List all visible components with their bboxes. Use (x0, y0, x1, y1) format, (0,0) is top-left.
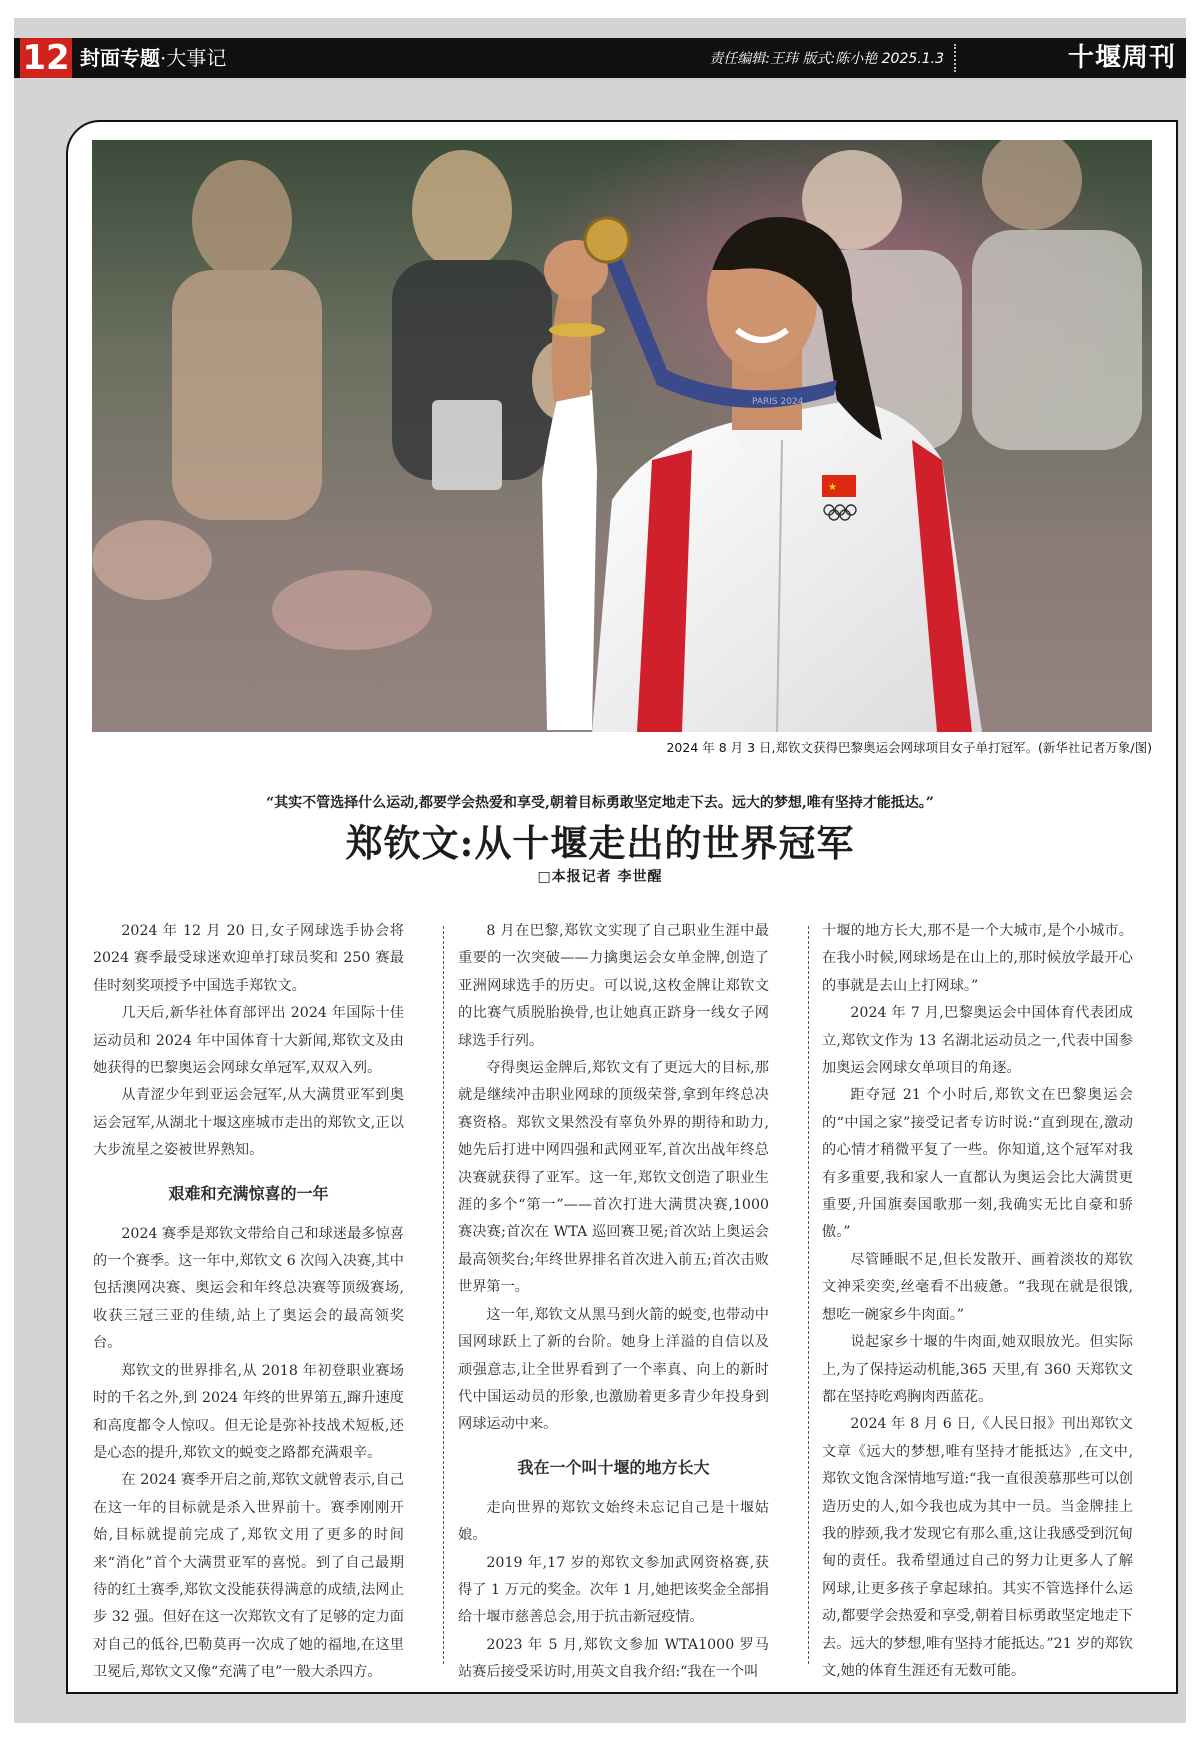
subsection-name: ·大事记 (160, 46, 227, 70)
paragraph: 夺得奥运金牌后,郑钦文有了更远大的目标,那就是继续冲击职业网球的顶级荣誉,拿到年终总决赛资格。郑钦文果然没有辜负外界的期待和助力,她先后打进中网四强和武网亚军,首次出战年终总决赛就获得了亚军。这一年,郑钦文创造了职业生涯的多个“第一”——首次打进大满贯决赛,1000 赛决赛;首次在 WTA 巡回赛卫冕;首次站上奥运会最高领奖台;年终世界排名首次进入前五;首次击败世界第一。 (458, 1060, 769, 1296)
column-divider (443, 926, 444, 1664)
paragraph: 十堰的地方长大,那不是一个大城市,是个小城市。在我小时候,网球场是在山上的,那时候放学最开心的事就是去山上打网球。” (822, 923, 1133, 994)
paragraph: 走向世界的郑钦文始终未忘记自己是十堰姑娘。 (458, 1499, 769, 1544)
article-byline: □本报记者 李世醒 (537, 869, 663, 885)
paragraph: 在 2024 赛季开启之前,郑钦文就曾表示,自己在这一年的目标就是杀入世界前十。赛季刚刚开始,目标就提前完成了,郑钦文用了更多的时间来“消化”首个大满贯亚军的喜悦。到了自己最期待的红土赛季,郑钦文没能获得满意的成绩,法网止步 32 强。但好在这一次郑钦文有了足够的定力面对自己的低谷,巴勒莫再一次成了她的福地,在这里卫冕后,郑钦文又像“充满了电”一般大杀四方。 (93, 1472, 404, 1681)
article-column-3 (822, 918, 1133, 1685)
paragraph: 2024 年 12 月 20 日,女子网球选手协会将 2024 赛季最受球迷欢迎单打球员奖和 250 赛最佳时刻奖项授予中国选手郑钦文。 (93, 923, 404, 994)
article-column-1 (93, 918, 404, 1687)
paragraph: 2023 年 5 月,郑钦文参加 WTA1000 罗马站赛后接受采访时,用英文自我介绍:“我在一个叫 (458, 1636, 769, 1681)
paragraph: 尽管睡眠不足,但长发散开、画着淡妆的郑钦文神采奕奕,丝毫看不出疲惫。“我现在就是很饿,想吃一碗家乡牛肉面。” (822, 1251, 1133, 1323)
column-divider (808, 926, 809, 1664)
paragraph: 2024 年 7 月,巴黎奥运会中国体育代表团成立,郑钦文作为 13 名湖北运动员之一,代表中国参加奥运会网球女单项目的角逐。 (822, 1005, 1133, 1077)
paragraph: 这一年,郑钦文从黑马到火箭的蜕变,也带动中国网球跃上了新的台阶。她身上洋溢的自信以及顽强意志,让全世界看到了一个率真、向上的新时代中国运动员的形象,也激励着更多青少年投身到网球运动中来。 (458, 1306, 769, 1433)
article-headline: 郑钦文:从十堰走出的世界冠军 (345, 821, 855, 865)
article-pull-quote: “其实不管选择什么运动,都要学会热爱和享受,朝着目标勇敢坚定地走下去。远大的梦想,唯有坚持才能抵达。” (266, 795, 934, 811)
section-heading: 我在一个叫十堰的地方长大 (517, 1457, 710, 1477)
section-heading: 艰难和充满惊喜的一年 (168, 1183, 329, 1203)
paragraph: 几天后,新华社体育部评出 2024 年国际十佳运动员和 2024 年中国体育十大新闻,郑钦文及由她获得的巴黎奥运会网球女单冠军,双双入列。 (93, 1005, 404, 1077)
photo-caption: 2024 年 8 月 3 日,郑钦文获得巴黎奥运会网球项目女子单打冠军。(新华社记者万象/图) (666, 740, 1152, 755)
champion-medal-photo (92, 140, 1152, 732)
ribbon-text: PARIS 2024 (752, 397, 804, 407)
paragraph: 郑钦文的世界排名,从 2018 年初登职业赛场时的千名之外,到 2024 年终的世界第五,蹿升速度和高度都令人惊叹。但无论是弥补技战术短板,还是心态的提升,郑钦文的蜕变之路都充满艰辛。 (93, 1362, 404, 1461)
page-header (14, 38, 1186, 78)
section-name: 封面专题 (80, 46, 160, 70)
paragraph: 说起家乡十堰的牛肉面,她双眼放光。但实际上,为了保持运动机能,365 天里,有 360 天郑钦文都在坚持吃鸡胸肉西蓝花。 (822, 1334, 1133, 1405)
paragraph: 2024 赛季是郑钦文带给自己和球迷最多惊喜的一个赛季。这一年中,郑钦文 6 次闯入决赛,其中包括澳网决赛、奥运会和年终总决赛等顶级赛场,收获三冠三亚的佳绩,站上了奥运会的最高领奖台。 (93, 1225, 404, 1352)
editor-credits: 责任编辑:王玮 版式:陈小艳 2025.1.3 (709, 51, 944, 67)
paragraph: 距夺冠 21 个小时后,郑钦文在巴黎奥运会的“中国之家”接受记者专访时说:“直到现在,激动的心情才稍微平复了一些。你知道,这个冠军对我有多重要,我和家人一直都认为奥运会比大满贯更重要,升国旗奏国歌那一刻,我确实无比自豪和骄傲。” (822, 1087, 1133, 1241)
paragraph: 从青涩少年到亚运会冠军,从大满贯亚军到奥运会冠军,从湖北十堰这座城市走出的郑钦文,正以大步流星之姿被世界熟知。 (93, 1087, 404, 1159)
masthead-logo: 十堰周刊 (1067, 43, 1176, 73)
section-title (80, 38, 226, 78)
paragraph: 2019 年,17 岁的郑钦文参加武网资格赛,获得了 1 万元的奖金。次年 1 月,她把该奖金全部捐给十堰市慈善总会,用于抗击新冠疫情。 (458, 1554, 769, 1626)
masthead-divider (954, 44, 958, 72)
svg-text:★: ★ (828, 482, 837, 493)
paragraph: 8 月在巴黎,郑钦文实现了自己职业生涯中最重要的一次突破——力擒奥运会女单金牌,创造了亚洲网球选手的历史。可以说,这枚金牌让郑钦文的比赛气质脱胎换骨,也让她真正跻身一线女子网球选手行列。 (458, 923, 769, 1049)
page-number: 12 (20, 38, 72, 78)
article-column-2 (458, 918, 769, 1687)
paragraph: 2024 年 8 月 6 日,《人民日报》刊出郑钦文文章《远大的梦想,唯有坚持才能抵达》,在文中,郑钦文饱含深情地写道:“我一直很羡慕那些可以创造历史的人,如今我也成为其中一员。当金牌挂上我的脖颈,我才发现它有那么重,这让我感受到沉甸甸的责任。我希望通过自己的努力让更多人了解网球,让更多孩子拿起球拍。其实不管选择什么运动,都要学会热爱和享受,朝着目标勇敢坚定地走下去。远大的梦想,唯有坚持才能抵达。”21 岁的郑钦文,她的体育生涯还有无数可能。 (822, 1416, 1133, 1679)
cover-photo (92, 140, 1152, 732)
